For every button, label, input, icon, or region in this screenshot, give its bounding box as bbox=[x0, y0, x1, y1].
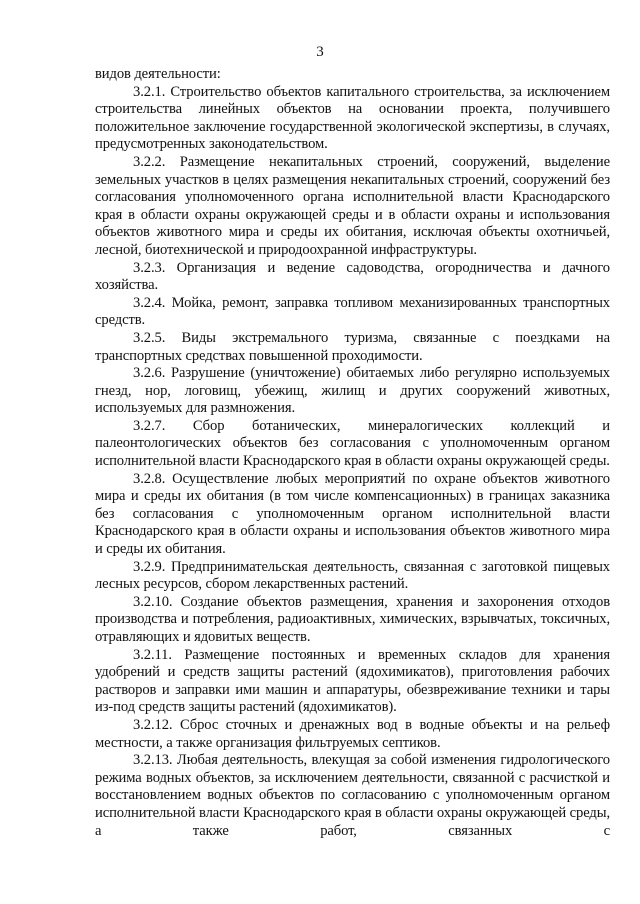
paragraph-3-2-1: 3.2.1. Строительство объектов капитального строительства, за исключением строительства линейных объектов на основании проекта, получившего положительное заключение государственной экологической экспертизы, в случаях, предусмотренных законодательством. bbox=[95, 83, 610, 153]
paragraph-3-2-4: 3.2.4. Мойка, ремонт, заправка топливом механизированных транспортных средств. bbox=[95, 294, 610, 329]
paragraph-3-2-9: 3.2.9. Предпринимательская деятельность, связанная с заготовкой пищевых лесных ресурсов, сбором лекарственных растений. bbox=[95, 558, 610, 593]
paragraph-3-2-13: 3.2.13. Любая деятельность, влекущая за собой изменения гидрологического режима водных объектов, за исключением деятельности, связанной с расчисткой и восстановлением водных объектов по согласованию с уполномоченным органом исполнительной власти Краснодарского края в области охраны окружающей среды, а также работ, связанных с bbox=[95, 752, 610, 839]
paragraph-3-2-5: 3.2.5. Виды экстремального туризма, связанные с поездками на транспортных средствах повышенной проходимости. bbox=[95, 329, 610, 364]
paragraph-3-2-7: 3.2.7. Сбор ботанических, минералогических коллекций и палеонтологических объектов без согласования с уполномоченным органом исполнительной власти Краснодарского края в области охраны окружающей среды. bbox=[95, 417, 610, 470]
paragraph-3-2-8: 3.2.8. Осуществление любых мероприятий по охране объектов животного мира и среды их обитания (в том числе компенсационных) в границах заказника без согласования с уполномоченным органом исполнительной власти Краснодарского края в области охраны и использования объектов животного мира и среды их обитания. bbox=[95, 470, 610, 558]
paragraph-3-2-11: 3.2.11. Размещение постоянных и временных складов для хранения удобрений и средств защиты растений (ядохимикатов), приготовления рабочих растворов и заправки ими машин и аппаратуры, обезвреживание техники и тары из-под средств защиты растений (ядохимикатов). bbox=[95, 646, 610, 716]
paragraph-3-2-10: 3.2.10. Создание объектов размещения, хранения и захоронения отходов производства и потребления, радиоактивных, химических, взрывчатых, токсичных, отравляющих и ядовитых веществ. bbox=[95, 593, 610, 645]
paragraph-3-2-6: 3.2.6. Разрушение (уничтожение) обитаемых либо регулярно используемых гнезд, нор, логовищ, убежищ, жилищ и других сооружений животных, используемых для размножения. bbox=[95, 365, 610, 417]
paragraph-3-2-2: 3.2.2. Размещение некапитальных строений, сооружений, выделение земельных участков в целях размещения некапитальных строений, сооружений без согласования уполномоченного органа исполнительной власти Краснодарского края в области охраны окружающей среды и в области охраны и использования объектов животного мира и среды их обитания, исключая объекты охотничьей, лесной, биотехнической и природоохранной инфраструктуры. bbox=[95, 153, 610, 258]
paragraph-3-2-12: 3.2.12. Сброс сточных и дренажных вод в водные объекты и на рельеф местности, а также организация фильтруемых септиков. bbox=[95, 716, 610, 751]
lead-line: видов деятельности: bbox=[95, 66, 221, 82]
page-number: 3 bbox=[316, 44, 324, 60]
paragraph-3-2-3: 3.2.3. Организация и ведение садоводства, огородничества и дачного хозяйства. bbox=[95, 259, 610, 294]
document-body bbox=[95, 66, 610, 840]
